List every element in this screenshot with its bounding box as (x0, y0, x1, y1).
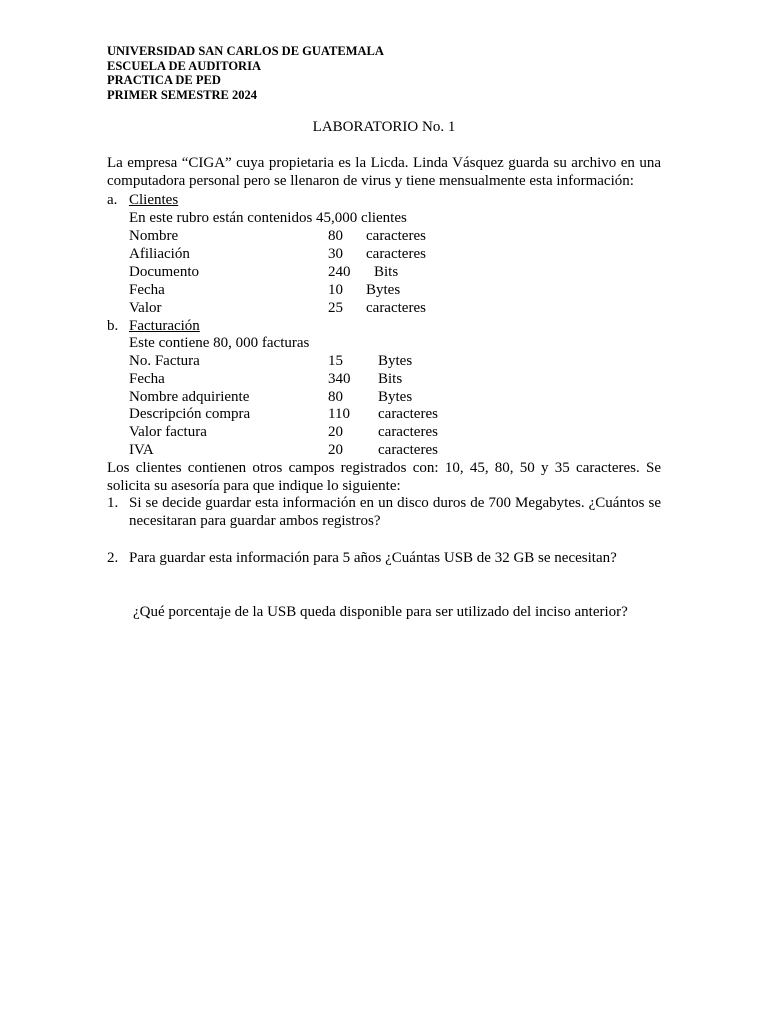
facturacion-field-size: 110 (328, 406, 350, 422)
closing-paragraph: Los clientes contienen otros campos registrados con: 10, 45, 80, 50 y 35 caracteres. Se solicita su asesoría para que indique lo siguiente: (107, 460, 661, 494)
clientes-field-unit: Bits (374, 264, 399, 280)
facturacion-field-unit: Bytes (378, 389, 413, 405)
facturacion-marker: b. (107, 318, 119, 334)
facturacion-field-size: 15 (328, 353, 343, 369)
document-header (107, 44, 384, 102)
clientes-field-size: 80 (328, 228, 343, 244)
header-university: UNIVERSIDAD SAN CARLOS DE GUATEMALA (107, 44, 384, 58)
facturacion-field-name: Fecha (129, 371, 165, 387)
clientes-field-unit: caracteres (366, 246, 426, 262)
clientes-description: En este rubro están contenidos 45,000 clientes (129, 210, 407, 226)
facturacion-field-name: IVA (129, 442, 154, 458)
facturacion-field-name: Nombre adquiriente (129, 389, 250, 405)
facturacion-heading: Facturación (129, 318, 200, 334)
clientes-field-size: 30 (328, 246, 343, 262)
clientes-field-unit: caracteres (366, 228, 426, 244)
clientes-heading: Clientes (129, 192, 179, 208)
facturacion-field-size: 20 (328, 424, 343, 440)
facturacion-field-name: No. Factura (129, 353, 200, 369)
clientes-field-size: 10 (328, 282, 343, 298)
header-school: ESCUELA DE AUDITORIA (107, 58, 261, 73)
final-question: ¿Qué porcentaje de la USB queda disponible para ser utilizado del inciso anterior? (133, 604, 628, 620)
clientes-marker: a. (107, 192, 118, 208)
clientes-field-name: Documento (129, 264, 199, 280)
question-number: 2. (107, 550, 119, 566)
header-course: PRACTICA DE PED (107, 73, 221, 87)
facturacion-field-size: 80 (328, 389, 343, 405)
clientes-field-name: Fecha (129, 282, 165, 298)
header-semester: PRIMER SEMESTRE 2024 (107, 87, 258, 102)
clientes-field-size: 25 (328, 300, 343, 316)
clientes-field-name: Nombre (129, 228, 179, 244)
clientes-field-unit: Bytes (366, 282, 401, 298)
question-text: Si se decide guardar esta información en un disco duros de 700 Megabytes. ¿Cuántos se necesitaran para guardar ambos registros? (129, 495, 661, 529)
clientes-field-size: 240 (328, 264, 351, 280)
facturacion-field-unit: caracteres (378, 406, 438, 422)
facturacion-field-name: Descripción compra (129, 406, 251, 422)
facturacion-description: Este contiene 80, 000 facturas (129, 335, 310, 351)
question-text: Para guardar esta información para 5 años ¿Cuántas USB de 32 GB se necesitan? (129, 550, 617, 566)
clientes-field-name: Valor (129, 300, 162, 316)
facturacion-field-unit: caracteres (378, 442, 438, 458)
question-number: 1. (107, 495, 119, 511)
page-title: LABORATORIO No. 1 (312, 119, 456, 135)
facturacion-field-size: 20 (328, 442, 343, 458)
intro-paragraph: La empresa “CIGA” cuya propietaria es la Licda. Linda Vásquez guarda su archivo en una computadora personal pero se llenaron de virus y tiene mensualmente esta información: (107, 155, 661, 189)
clientes-field-name: Afiliación (129, 246, 190, 262)
facturacion-field-unit: Bytes (378, 353, 413, 369)
clientes-field-unit: caracteres (366, 300, 426, 316)
facturacion-field-size: 340 (328, 371, 351, 387)
facturacion-field-name: Valor factura (129, 424, 207, 440)
facturacion-field-unit: caracteres (378, 424, 438, 440)
facturacion-field-unit: Bits (378, 371, 403, 387)
